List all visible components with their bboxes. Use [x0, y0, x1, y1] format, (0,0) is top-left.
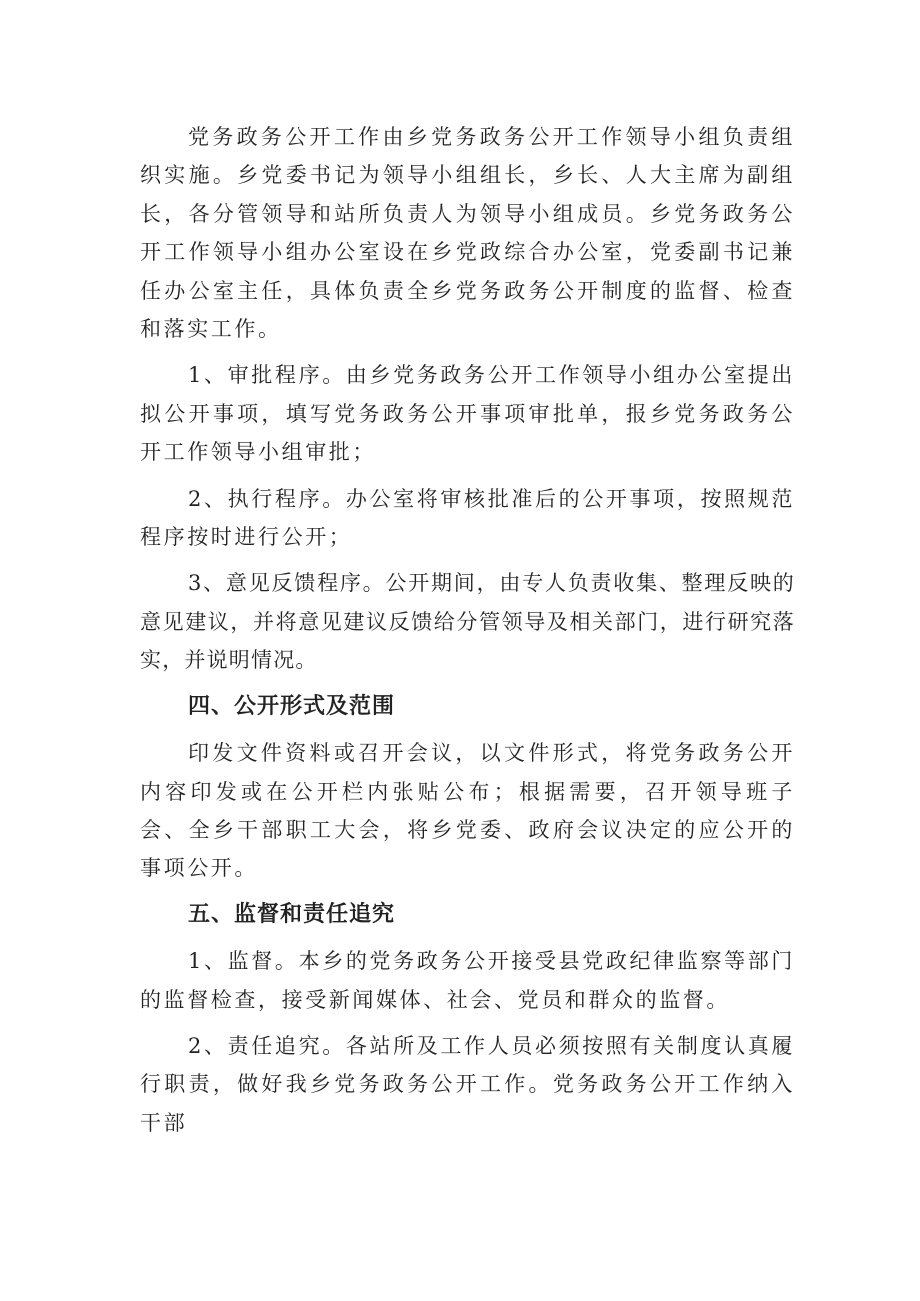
paragraph-supervision: 1、监督。本乡的党务政务公开接受县党政纪律监察等部门的监督检查，接受新闻媒体、社会、党员和群众的监督。 — [140, 949, 795, 1012]
paragraph-execution-procedure: 2、执行程序。办公室将审核批准后的公开事项，按照规范程序按时进行公开； — [140, 486, 795, 550]
paragraph-accountability: 2、责任追究。各站所及工作人员必须按照有关制度认真履行职责，做好我乡党务政务公开工作。党务政务公开工作纳入干部 — [140, 1033, 795, 1135]
section-heading-supervision: 五、监督和责任追究 — [188, 901, 396, 927]
paragraph-leadership: 党务政务公开工作由乡党务政务公开工作领导小组负责组织实施。乡党委书记为领导小组组长，乡长、人大主席为副组长，各分管领导和站所负责人为领导小组成员。乡党务政务公开工作领导小组办公室设在乡党政综合办公室，党委副书记兼任办公室主任，具体负责全乡党务政务公开制度的监督、检查和落实工作。 — [140, 125, 795, 342]
paragraph-feedback-procedure: 3、意见反馈程序。公开期间，由专人负责收集、整理反映的意见建议，并将意见建议反馈给分管领导及相关部门，进行研究落实，并说明情况。 — [140, 571, 795, 673]
section-heading-form-scope: 四、公开形式及范围 — [188, 693, 396, 719]
paragraph-approval-procedure: 1、审批程序。由乡党务政务公开工作领导小组办公室提出拟公开事项，填写党务政务公开事项审批单，报乡党务政务公开工作领导小组审批； — [140, 363, 795, 465]
document-page — [140, 118, 795, 1150]
paragraph-form-scope: 印发文件资料或召开会议，以文件形式，将党务政务公开内容印发或在公开栏内张贴公布；根据需要，召开领导班子会、全乡干部职工大会，将乡党委、政府会议决定的应公开的事项公开。 — [140, 741, 795, 881]
